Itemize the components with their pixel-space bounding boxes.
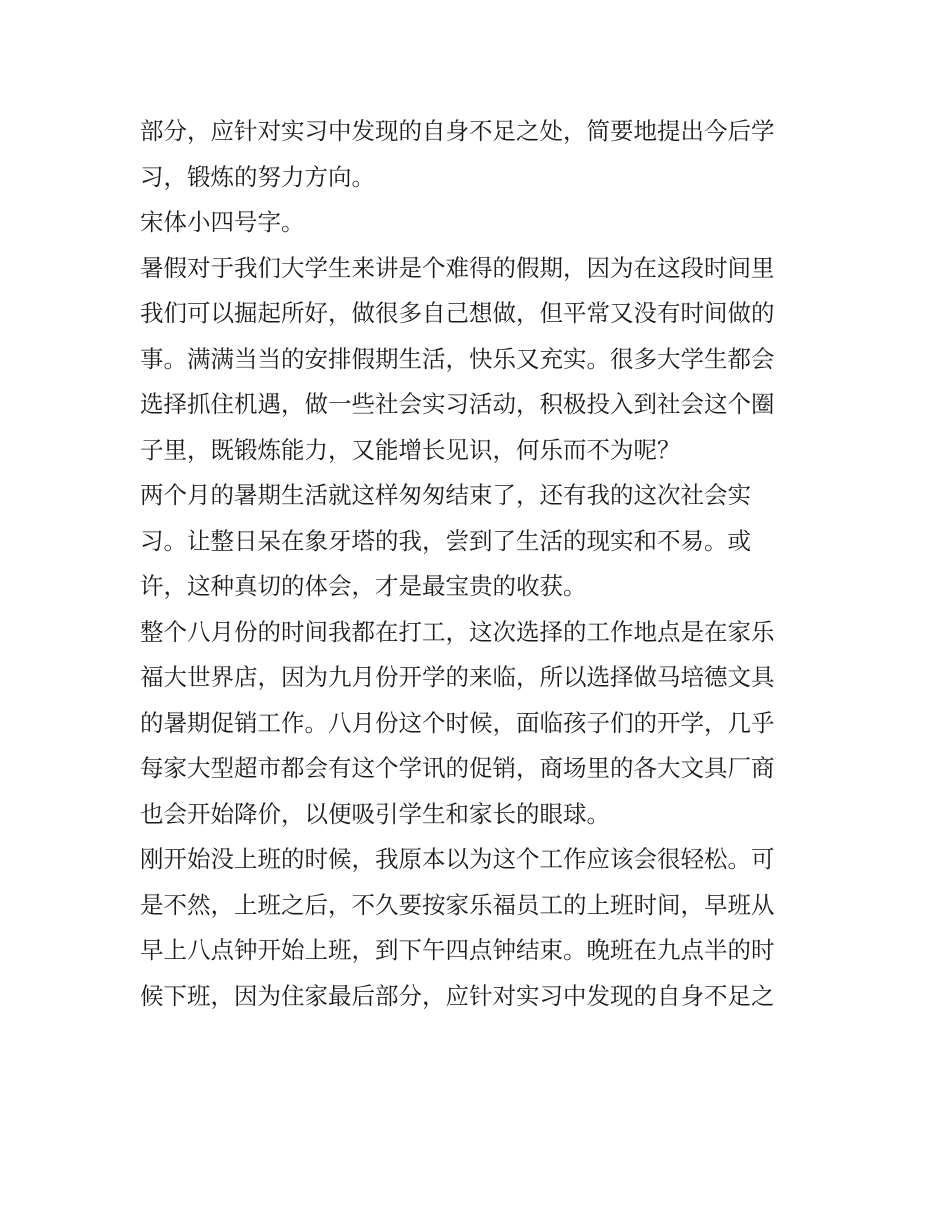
text-line: 福大世界店，因为九月份开学的来临，所以选择做马培德文具 bbox=[140, 663, 775, 691]
text-line: 许，这种真切的体会，才是最宝贵的收获。 bbox=[140, 572, 587, 600]
text-line: 习，锻炼的努力方向。 bbox=[140, 162, 375, 191]
text-line: 的暑期促销工作。八月份这个时候，面临孩子们的开学，几乎 bbox=[140, 708, 775, 737]
text-line: 子里，既锻炼能力，又能增长见识，何乐而不为呢？ bbox=[140, 435, 681, 464]
text-line: 是不然，上班之后，不久要按家乐福员工的上班时间，早班从 bbox=[140, 890, 775, 919]
text-line: 宋体小四号字。 bbox=[140, 208, 305, 236]
text-line: 习。让整日呆在象牙塔的我，尝到了生活的现实和不易。或 bbox=[140, 526, 751, 555]
text-line: 暑假对于我们大学生来讲是个难得的假期，因为在这段时间里 bbox=[140, 253, 775, 282]
text-line: 早上八点钟开始上班，到下午四点钟结束。晚班在九点半的时 bbox=[140, 936, 775, 964]
text-line: 我们可以掘起所好，做很多自己想做，但平常又没有时间做的 bbox=[140, 299, 775, 327]
text-line: 部分，应针对实习中发现的自身不足之处，简要地提出今后学 bbox=[140, 117, 775, 145]
text-line: 也会开始降价，以便吸引学生和家长的眼球。 bbox=[140, 799, 610, 828]
text-line: 整个八月份的时间我都在打工，这次选择的工作地点是在家乐 bbox=[140, 617, 775, 646]
text-line: 候下班，因为住家最后部分，应针对实习中发现的自身不足之 bbox=[140, 981, 775, 1010]
document-body bbox=[140, 109, 820, 1019]
text-line: 事。满满当当的安排假期生活，快乐又充实。很多大学生都会 bbox=[140, 344, 775, 373]
text-line: 选择抓住机遇，做一些社会实习活动，积极投入到社会这个圈 bbox=[140, 390, 775, 418]
text-line: 每家大型超市都会有这个学讯的促销，商场里的各大文具厂商 bbox=[140, 754, 775, 782]
text-line: 两个月的暑期生活就这样匆匆结束了，还有我的这次社会实 bbox=[140, 481, 751, 509]
text-line: 刚开始没上班的时候，我原本以为这个工作应该会很轻松。可 bbox=[140, 845, 775, 873]
